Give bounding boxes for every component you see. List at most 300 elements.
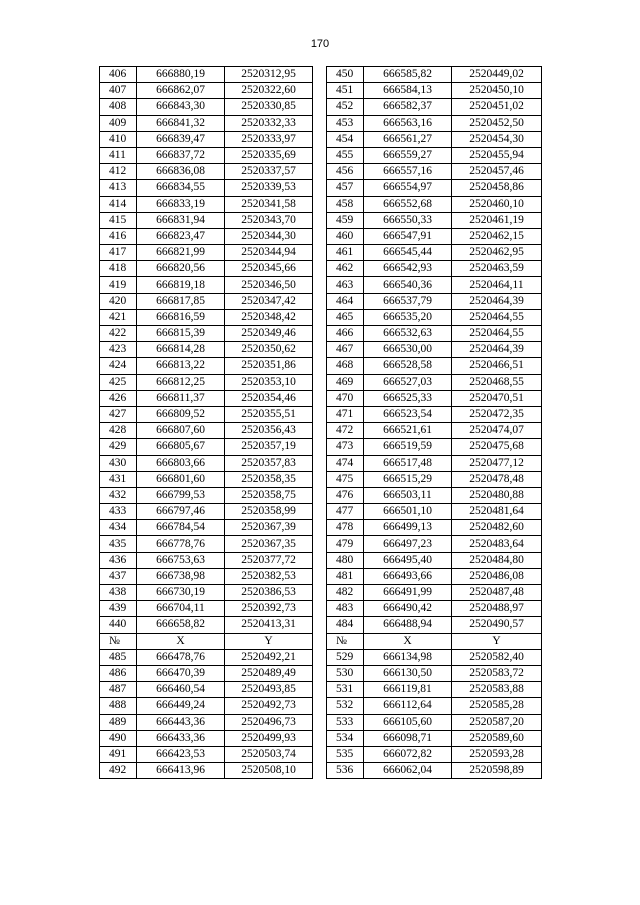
point-number: 438 [100,585,137,601]
x-coordinate: 666843,30 [137,99,225,115]
point-number: 491 [100,746,137,762]
y-coordinate: 2520449,02 [452,67,542,83]
point-number: 436 [100,552,137,568]
point-number: 424 [100,358,137,374]
y-coordinate: 2520487,48 [452,585,542,601]
x-coordinate: 666134,98 [364,649,452,665]
column-gap [313,164,327,180]
y-coordinate: 2520462,15 [452,228,542,244]
x-coordinate: 666105,60 [364,714,452,730]
y-coordinate: 2520332,33 [225,115,313,131]
page-number: 170 [310,38,330,50]
y-coordinate: 2520587,20 [452,714,542,730]
x-coordinate: 666449,24 [137,698,225,714]
x-coordinate: 666813,22 [137,358,225,374]
point-number: 477 [327,504,364,520]
column-gap [313,390,327,406]
point-number: 485 [100,649,137,665]
y-coordinate: 2520481,64 [452,504,542,520]
y-coordinate: 2520475,68 [452,439,542,455]
point-number: 492 [100,763,137,779]
y-coordinate: 2520358,99 [225,504,313,520]
y-coordinate: 2520367,35 [225,536,313,552]
point-number: 473 [327,439,364,455]
point-number: 410 [100,131,137,147]
table-row [100,504,542,520]
point-number: 439 [100,601,137,617]
point-number: 475 [327,471,364,487]
point-number: 461 [327,245,364,261]
x-coordinate: 666478,76 [137,649,225,665]
y-coordinate: 2520450,10 [452,83,542,99]
table-row [100,455,542,471]
column-gap [313,536,327,552]
table-row [100,536,542,552]
point-number: 479 [327,536,364,552]
column-gap [313,487,327,503]
point-number: 533 [327,714,364,730]
table-row [100,746,542,762]
x-coordinate: 666559,27 [364,147,452,163]
y-coordinate: 2520333,97 [225,131,313,147]
header-y: Y [225,633,313,649]
x-coordinate: 666841,32 [137,115,225,131]
column-gap [313,358,327,374]
y-coordinate: 2520339,53 [225,180,313,196]
table-row [100,374,542,390]
table-row [100,698,542,714]
x-coordinate: 666072,82 [364,746,452,762]
x-coordinate: 666501,10 [364,504,452,520]
column-gap [313,698,327,714]
x-coordinate: 666807,60 [137,423,225,439]
column-gap [313,439,327,455]
x-coordinate: 666820,56 [137,261,225,277]
table-row [100,423,542,439]
table-row [100,261,542,277]
x-coordinate: 666527,03 [364,374,452,390]
point-number: 431 [100,471,137,487]
point-number: 482 [327,585,364,601]
table-row [100,228,542,244]
column-gap [313,552,327,568]
x-coordinate: 666098,71 [364,730,452,746]
table-row [100,83,542,99]
x-coordinate: 666839,47 [137,131,225,147]
point-number: 468 [327,358,364,374]
y-coordinate: 2520464,39 [452,342,542,358]
y-coordinate: 2520474,07 [452,423,542,439]
point-number: 421 [100,309,137,325]
table-row [100,147,542,163]
column-gap [313,649,327,665]
table-row [100,763,542,779]
point-number: 417 [100,245,137,261]
table-row [100,601,542,617]
x-coordinate: 666582,37 [364,99,452,115]
point-number: 422 [100,326,137,342]
y-coordinate: 2520583,72 [452,665,542,681]
y-coordinate: 2520460,10 [452,196,542,212]
x-coordinate: 666503,11 [364,487,452,503]
y-coordinate: 2520382,53 [225,568,313,584]
point-number: 425 [100,374,137,390]
x-coordinate: 666519,59 [364,439,452,455]
point-number: 418 [100,261,137,277]
y-coordinate: 2520468,55 [452,374,542,390]
x-coordinate: 666561,27 [364,131,452,147]
point-number: 440 [100,617,137,633]
y-coordinate: 2520346,50 [225,277,313,293]
x-coordinate: 666497,23 [364,536,452,552]
point-number: 420 [100,293,137,309]
point-number: 484 [327,617,364,633]
x-coordinate: 666062,04 [364,763,452,779]
point-number: 486 [100,665,137,681]
column-gap [313,568,327,584]
point-number: 451 [327,83,364,99]
point-number: 453 [327,115,364,131]
x-coordinate: 666112,64 [364,698,452,714]
y-coordinate: 2520493,85 [225,682,313,698]
y-coordinate: 2520478,48 [452,471,542,487]
x-coordinate: 666817,85 [137,293,225,309]
y-coordinate: 2520470,51 [452,390,542,406]
x-coordinate: 666784,54 [137,520,225,536]
column-gap [313,245,327,261]
y-coordinate: 2520583,88 [452,682,542,698]
x-coordinate: 666460,54 [137,682,225,698]
y-coordinate: 2520358,75 [225,487,313,503]
column-gap [313,520,327,536]
column-gap [313,277,327,293]
y-coordinate: 2520477,12 [452,455,542,471]
table-row [100,714,542,730]
column-gap [313,67,327,83]
point-number: 462 [327,261,364,277]
table-row [100,406,542,422]
table-row [100,358,542,374]
x-coordinate: 666823,47 [137,228,225,244]
point-number: 409 [100,115,137,131]
column-gap [313,212,327,228]
point-number: 428 [100,423,137,439]
column-gap [313,714,327,730]
point-number: 463 [327,277,364,293]
x-coordinate: 666545,44 [364,245,452,261]
x-coordinate: 666557,16 [364,164,452,180]
point-number: 469 [327,374,364,390]
table-row [100,552,542,568]
x-coordinate: 666834,55 [137,180,225,196]
table-row [100,309,542,325]
x-coordinate: 666413,96 [137,763,225,779]
point-number: 535 [327,746,364,762]
y-coordinate: 2520341,58 [225,196,313,212]
y-coordinate: 2520356,43 [225,423,313,439]
point-number: 464 [327,293,364,309]
x-coordinate: 666547,91 [364,228,452,244]
y-coordinate: 2520489,49 [225,665,313,681]
y-coordinate: 2520354,46 [225,390,313,406]
point-number: 435 [100,536,137,552]
point-number: 411 [100,147,137,163]
x-coordinate: 666805,67 [137,439,225,455]
x-coordinate: 666584,13 [364,83,452,99]
y-coordinate: 2520458,86 [452,180,542,196]
y-coordinate: 2520353,10 [225,374,313,390]
point-number: 487 [100,682,137,698]
table-header-row [100,633,542,649]
column-gap [313,746,327,762]
table-row [100,245,542,261]
x-coordinate: 666521,61 [364,423,452,439]
point-number: 457 [327,180,364,196]
y-coordinate: 2520312,95 [225,67,313,83]
x-coordinate: 666119,81 [364,682,452,698]
column-gap [313,471,327,487]
x-coordinate: 666443,36 [137,714,225,730]
point-number: 458 [327,196,364,212]
x-coordinate: 666812,25 [137,374,225,390]
x-coordinate: 666658,82 [137,617,225,633]
table-row [100,342,542,358]
y-coordinate: 2520472,35 [452,406,542,422]
point-number: 414 [100,196,137,212]
x-coordinate: 666797,46 [137,504,225,520]
point-number: 415 [100,212,137,228]
y-coordinate: 2520348,42 [225,309,313,325]
y-coordinate: 2520492,73 [225,698,313,714]
y-coordinate: 2520357,83 [225,455,313,471]
header-num: № [327,633,364,649]
y-coordinate: 2520377,72 [225,552,313,568]
coordinates-table [99,66,542,779]
y-coordinate: 2520593,28 [452,746,542,762]
y-coordinate: 2520337,57 [225,164,313,180]
column-gap [313,147,327,163]
x-coordinate: 666540,36 [364,277,452,293]
x-coordinate: 666542,93 [364,261,452,277]
y-coordinate: 2520457,46 [452,164,542,180]
y-coordinate: 2520483,64 [452,536,542,552]
x-coordinate: 666801,60 [137,471,225,487]
y-coordinate: 2520455,94 [452,147,542,163]
point-number: 423 [100,342,137,358]
point-number: 412 [100,164,137,180]
x-coordinate: 666515,29 [364,471,452,487]
x-coordinate: 666862,07 [137,83,225,99]
x-coordinate: 666130,50 [364,665,452,681]
x-coordinate: 666821,99 [137,245,225,261]
table-row [100,131,542,147]
point-number: 450 [327,67,364,83]
x-coordinate: 666470,39 [137,665,225,681]
point-number: 488 [100,698,137,714]
point-number: 489 [100,714,137,730]
y-coordinate: 2520464,55 [452,309,542,325]
y-coordinate: 2520351,86 [225,358,313,374]
table-row [100,471,542,487]
point-number: 466 [327,326,364,342]
point-number: 531 [327,682,364,698]
y-coordinate: 2520499,93 [225,730,313,746]
x-coordinate: 666837,72 [137,147,225,163]
x-coordinate: 666532,63 [364,326,452,342]
column-gap [313,617,327,633]
coordinates-table-body [100,67,542,779]
point-number: 467 [327,342,364,358]
point-number: 474 [327,455,364,471]
point-number: 490 [100,730,137,746]
column-gap [313,115,327,131]
column-gap [313,504,327,520]
point-number: 472 [327,423,364,439]
column-gap [313,423,327,439]
header-num: № [100,633,137,649]
x-coordinate: 666809,52 [137,406,225,422]
point-number: 536 [327,763,364,779]
y-coordinate: 2520503,74 [225,746,313,762]
point-number: 413 [100,180,137,196]
header-x: X [137,633,225,649]
x-coordinate: 666799,53 [137,487,225,503]
y-coordinate: 2520482,60 [452,520,542,536]
column-gap [313,730,327,746]
point-number: 480 [327,552,364,568]
y-coordinate: 2520464,55 [452,326,542,342]
y-coordinate: 2520357,19 [225,439,313,455]
x-coordinate: 666552,68 [364,196,452,212]
y-coordinate: 2520598,89 [452,763,542,779]
y-coordinate: 2520367,39 [225,520,313,536]
x-coordinate: 666563,16 [364,115,452,131]
x-coordinate: 666816,59 [137,309,225,325]
table-row [100,520,542,536]
column-gap [313,309,327,325]
column-gap [313,455,327,471]
table-row [100,439,542,455]
column-gap [313,585,327,601]
point-number: 471 [327,406,364,422]
y-coordinate: 2520413,31 [225,617,313,633]
x-coordinate: 666499,13 [364,520,452,536]
point-number: 532 [327,698,364,714]
x-coordinate: 666491,99 [364,585,452,601]
point-number: 470 [327,390,364,406]
column-gap [313,601,327,617]
column-gap [313,374,327,390]
point-number: 429 [100,439,137,455]
y-coordinate: 2520344,30 [225,228,313,244]
table-row [100,665,542,681]
table-row [100,390,542,406]
point-number: 476 [327,487,364,503]
x-coordinate: 666585,82 [364,67,452,83]
y-coordinate: 2520386,53 [225,585,313,601]
column-gap [313,633,327,649]
point-number: 465 [327,309,364,325]
point-number: 416 [100,228,137,244]
point-number: 481 [327,568,364,584]
x-coordinate: 666525,33 [364,390,452,406]
y-coordinate: 2520496,73 [225,714,313,730]
column-gap [313,83,327,99]
point-number: 406 [100,67,137,83]
x-coordinate: 666530,00 [364,342,452,358]
point-number: 478 [327,520,364,536]
table-row [100,487,542,503]
y-coordinate: 2520343,70 [225,212,313,228]
point-number: 529 [327,649,364,665]
x-coordinate: 666730,19 [137,585,225,601]
point-number: 437 [100,568,137,584]
point-number: 530 [327,665,364,681]
point-number: 456 [327,164,364,180]
y-coordinate: 2520345,66 [225,261,313,277]
column-gap [313,342,327,358]
point-number: 407 [100,83,137,99]
y-coordinate: 2520335,69 [225,147,313,163]
table-row [100,585,542,601]
x-coordinate: 666537,79 [364,293,452,309]
x-coordinate: 666836,08 [137,164,225,180]
y-coordinate: 2520582,40 [452,649,542,665]
column-gap [313,763,327,779]
y-coordinate: 2520585,28 [452,698,542,714]
y-coordinate: 2520344,94 [225,245,313,261]
table-row [100,293,542,309]
column-gap [313,326,327,342]
x-coordinate: 666490,42 [364,601,452,617]
table-row [100,326,542,342]
y-coordinate: 2520451,02 [452,99,542,115]
y-coordinate: 2520486,08 [452,568,542,584]
column-gap [313,131,327,147]
y-coordinate: 2520508,10 [225,763,313,779]
y-coordinate: 2520349,46 [225,326,313,342]
point-number: 459 [327,212,364,228]
y-coordinate: 2520464,39 [452,293,542,309]
y-coordinate: 2520480,88 [452,487,542,503]
point-number: 452 [327,99,364,115]
x-coordinate: 666488,94 [364,617,452,633]
table-row [100,682,542,698]
x-coordinate: 666811,37 [137,390,225,406]
x-coordinate: 666554,97 [364,180,452,196]
column-gap [313,293,327,309]
point-number: 455 [327,147,364,163]
x-coordinate: 666423,53 [137,746,225,762]
y-coordinate: 2520466,51 [452,358,542,374]
point-number: 483 [327,601,364,617]
y-coordinate: 2520330,85 [225,99,313,115]
y-coordinate: 2520322,60 [225,83,313,99]
x-coordinate: 666523,54 [364,406,452,422]
table-row [100,212,542,228]
x-coordinate: 666738,98 [137,568,225,584]
y-coordinate: 2520454,30 [452,131,542,147]
point-number: 432 [100,487,137,503]
column-gap [313,180,327,196]
y-coordinate: 2520589,60 [452,730,542,746]
point-number: 454 [327,131,364,147]
header-x: X [364,633,452,649]
point-number: 426 [100,390,137,406]
x-coordinate: 666517,48 [364,455,452,471]
x-coordinate: 666833,19 [137,196,225,212]
header-y: Y [452,633,542,649]
